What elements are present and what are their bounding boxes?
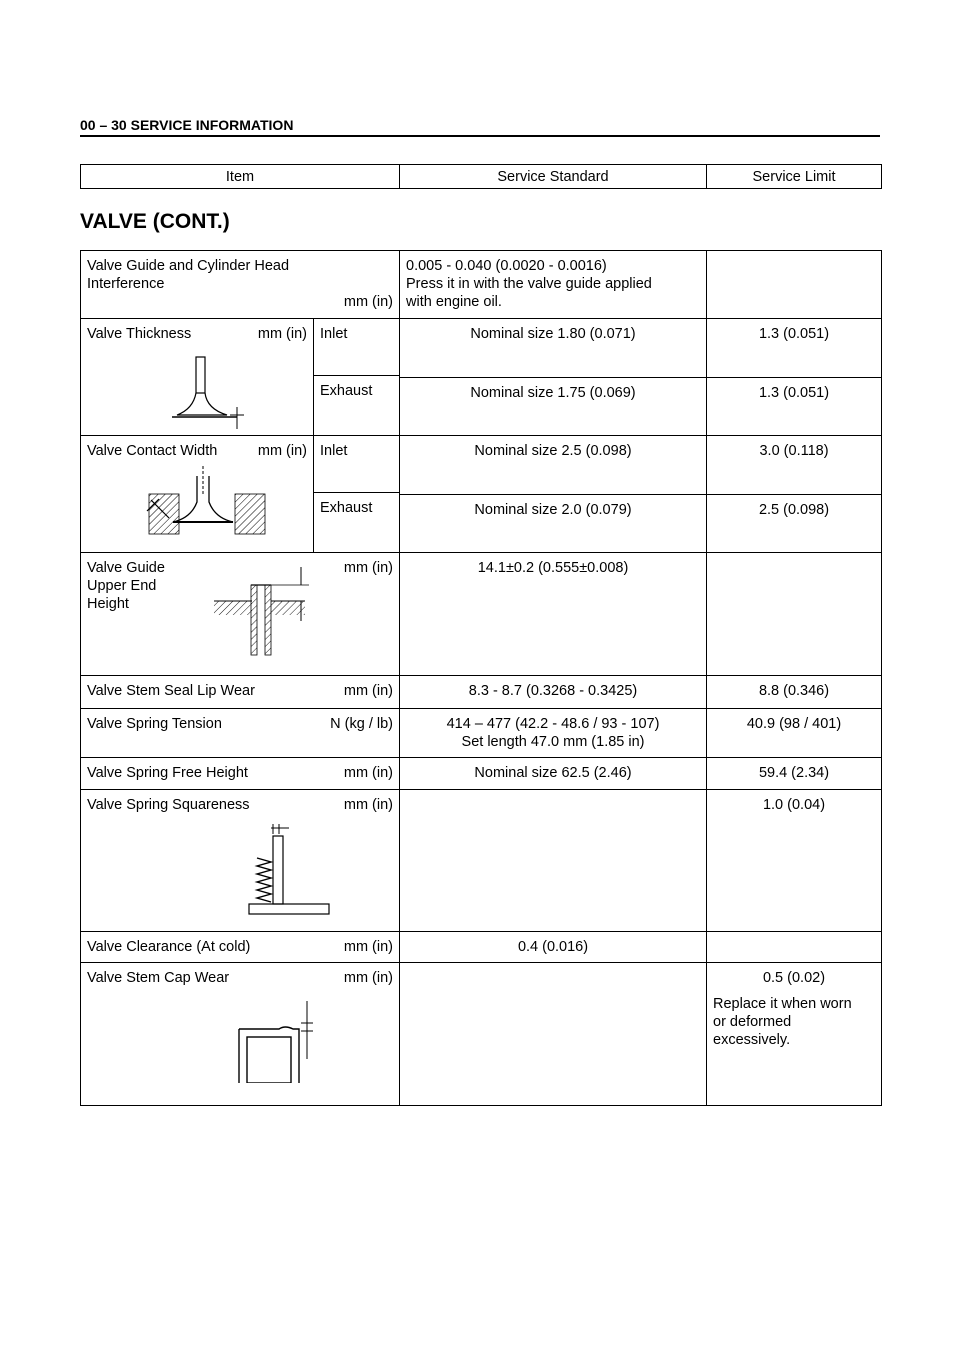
standard-cell <box>400 494 707 553</box>
nominal-size-label: Nominal size <box>474 443 558 459</box>
nominal-size-label: Nominal size <box>470 384 554 401</box>
table-row <box>81 436 882 495</box>
item-label-line: Upper End <box>87 578 157 594</box>
limit-cell: 40.9 (98 / 401) <box>707 709 882 758</box>
type-cell <box>314 319 400 436</box>
item-label: Valve Stem Cap Wear <box>87 970 230 986</box>
standard-cell: 8.3 - 8.7 (0.3268 - 0.3425) <box>400 676 707 709</box>
standard-cell: 14.1±0.2 (0.555±0.008) <box>400 553 707 676</box>
type-inlet: Inlet <box>314 436 399 493</box>
table-row <box>81 319 882 378</box>
unit-label: mm (in) <box>257 326 307 342</box>
nominal-size-label: Nominal size <box>474 501 558 518</box>
item-cell <box>81 436 314 553</box>
standard-value: 62.5 (2.46) <box>561 765 632 781</box>
column-header-table <box>80 164 882 189</box>
table-row <box>81 251 882 319</box>
unit-label: mm (in) <box>343 765 394 781</box>
standard-value: 2.5 (0.098) <box>561 443 632 459</box>
item-label: Valve Contact Width <box>87 443 218 459</box>
page-header <box>80 117 880 137</box>
item-cell <box>81 709 400 758</box>
item-cell <box>81 553 400 676</box>
item-label-line: Interference <box>87 276 165 292</box>
limit-cell: 3.0 (0.118) <box>707 436 882 495</box>
limit-cell: 1.3 (0.051) <box>707 377 882 436</box>
standard-cell <box>400 377 707 436</box>
valve-contact-width-diagram <box>87 466 287 546</box>
limit-cell <box>707 553 882 676</box>
valve-thickness-diagram <box>87 349 287 429</box>
item-label-line: Height <box>87 596 129 612</box>
item-cell <box>81 251 400 319</box>
limit-cell: 2.5 (0.098) <box>707 494 882 553</box>
standard-cell <box>400 251 707 319</box>
limit-value: 0.5 (0.02) <box>762 970 826 986</box>
limit-cell: 1.0 (0.04) <box>707 790 882 932</box>
table-row <box>81 963 882 1106</box>
item-label: Valve Stem Seal Lip Wear <box>87 683 255 699</box>
unit-label: mm (in) <box>257 443 307 459</box>
standard-cell <box>400 709 707 758</box>
unit-label: mm (in) <box>343 294 394 310</box>
limit-cell <box>707 932 882 963</box>
table-row <box>81 932 882 963</box>
standard-cell: 0.4 (0.016) <box>400 932 707 963</box>
standard-line: 0.005 - 0.040 (0.0020 - 0.0016) <box>406 258 607 274</box>
unit-label: mm (in) <box>343 560 394 576</box>
limit-cell <box>707 251 882 319</box>
spring-squareness-diagram <box>227 820 337 920</box>
item-label-line: Valve Guide <box>87 560 165 576</box>
table-row <box>81 758 882 790</box>
item-label: Valve Spring Tension <box>87 716 222 732</box>
column-header-standard: Service Standard <box>400 165 707 189</box>
standard-cell <box>400 436 707 495</box>
standard-cell <box>400 319 707 378</box>
item-cell <box>81 963 400 1106</box>
nominal-size-label: Nominal size <box>470 326 554 342</box>
unit-label: N (kg / lb) <box>330 716 394 732</box>
item-cell <box>81 676 400 709</box>
unit-label: mm (in) <box>343 970 394 986</box>
standard-line: 414 – 477 (42.2 - 48.6 / 93 - 107) <box>446 716 660 732</box>
type-exhaust: Exhaust <box>320 383 373 399</box>
item-label: Valve Spring Free Height <box>87 765 248 781</box>
unit-label: mm (in) <box>343 797 394 813</box>
section-title: VALVE (CONT.) <box>80 210 230 233</box>
stem-cap-diagram <box>227 993 337 1083</box>
type-exhaust: Exhaust <box>320 500 373 516</box>
standard-line: Press it in with the valve guide applied <box>406 276 652 292</box>
item-cell <box>81 790 400 932</box>
limit-note-line: Replace it when worn <box>713 996 852 1012</box>
limit-cell <box>707 963 882 1106</box>
standard-value: 2.0 (0.079) <box>561 501 632 518</box>
standard-value: 1.75 (0.069) <box>557 384 636 401</box>
limit-cell: 59.4 (2.34) <box>707 758 882 790</box>
nominal-size-label: Nominal size <box>474 765 558 781</box>
standard-cell <box>400 790 707 932</box>
item-label: Valve Clearance (At cold) <box>87 939 251 955</box>
standard-cell <box>400 758 707 790</box>
limit-cell: 8.8 (0.346) <box>707 676 882 709</box>
limit-note-line: excessively. <box>713 1032 791 1048</box>
item-cell <box>81 319 314 436</box>
standard-line: Set length 47.0 mm (1.85 in) <box>461 734 645 750</box>
type-cell <box>314 436 400 553</box>
column-header-limit: Service Limit <box>707 165 882 189</box>
table-row <box>81 709 882 758</box>
type-inlet: Inlet <box>314 319 399 376</box>
item-label: Valve Spring Squareness <box>87 797 250 813</box>
unit-label: mm (in) <box>343 683 394 699</box>
item-label-line: Valve Guide and Cylinder Head <box>87 258 290 274</box>
table-row <box>81 790 882 932</box>
column-header-item: Item <box>81 165 400 189</box>
standard-cell <box>400 963 707 1106</box>
limit-cell: 1.3 (0.051) <box>707 319 882 378</box>
table-row <box>81 676 882 709</box>
item-cell <box>81 758 400 790</box>
unit-label: mm (in) <box>343 939 394 955</box>
table-row <box>81 553 882 676</box>
standard-value: 1.80 (0.071) <box>557 326 636 342</box>
item-cell <box>81 932 400 963</box>
page-header-title: 00 – 30 SERVICE INFORMATION <box>80 117 294 133</box>
guide-height-diagram <box>209 561 319 661</box>
item-label: Valve Thickness <box>87 326 192 342</box>
spec-table <box>80 250 882 1106</box>
limit-note-line: or deformed <box>713 1014 792 1030</box>
standard-line: with engine oil. <box>406 294 502 310</box>
column-header-row <box>81 165 882 189</box>
